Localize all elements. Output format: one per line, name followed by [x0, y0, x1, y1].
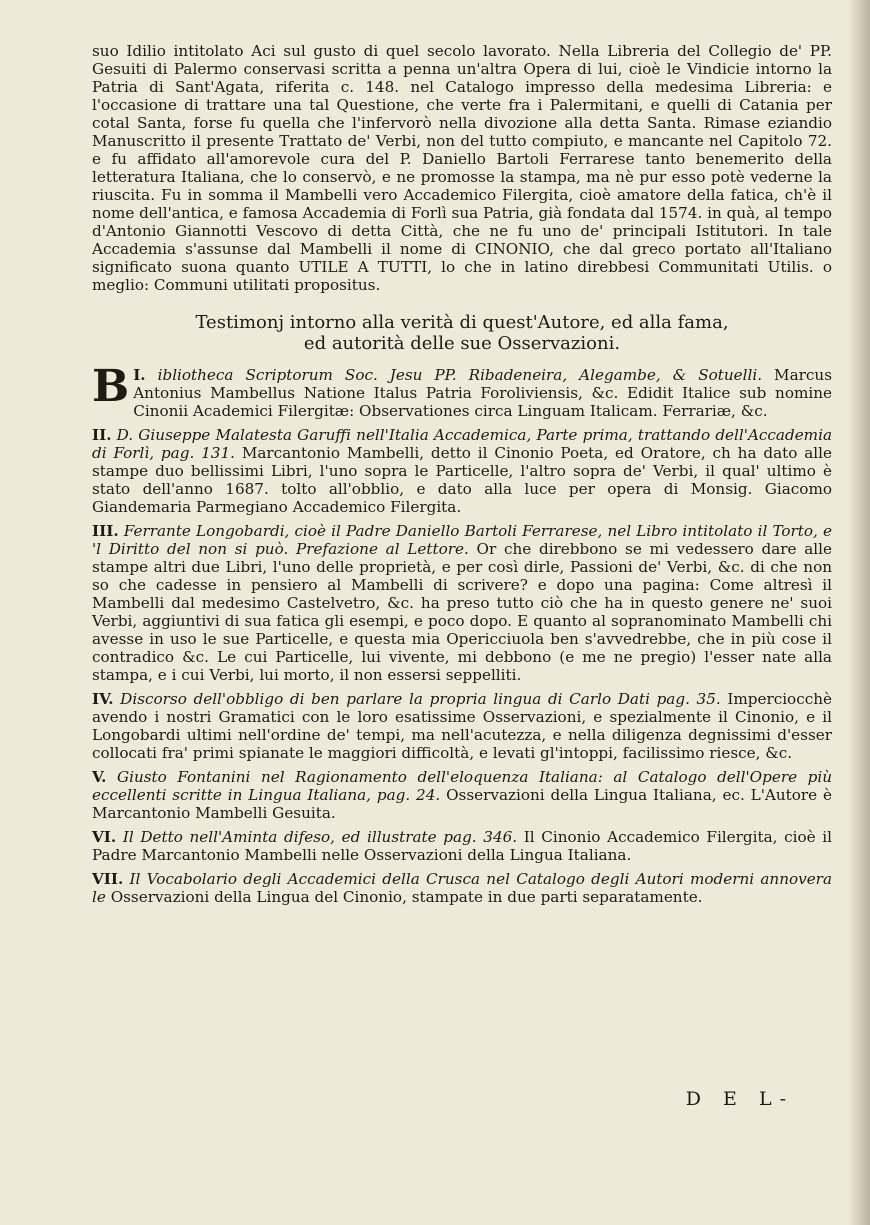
entry-body: Marcus Antonius Mambellus Natione Italus Patria Foroliviensis, &c. Edidit Italice sub nomine Cinonii Academici Filergitæ: Observationes circa Linguam Italicam. Ferrariæ, &c. [133, 366, 832, 420]
entry-number: VI. [92, 828, 117, 846]
text-block [92, 42, 832, 912]
entry-body: Or che direbbono se mi vedessero dare alle stampe altri due Libri, l'uno delle proprietà, e per così dirle, Passioni de' Verbi, &c. di che non so che cadesse in pensiero al Mambelli di scrivere? e dopo una pagina: Come altresì il Mambelli dal medesimo Castelvetro, &c. ha preso tutto ciò che ha in questo genere ne' suoi Verbi, aggiuntivi di sua fatica gli esempi, e poco dopo. E quanto al sopranominato Mambelli chi avesse in uso le sue Particelle, e questa mia Opericciuola ben s'avvedrebbe, che in più cose il contradico &c. Le cui Particelle, lui vivente, mi debbono (e me ne pregio) l'esser nate alla stampa, e i cui Verbi, lui morto, il non essersi seppelliti. [92, 540, 833, 684]
entry-number: II. [92, 426, 112, 444]
entry-body: Osservazioni della Lingua del Cinonio, stampate in due parti separatamente. [110, 888, 703, 906]
drop-cap: B [92, 361, 130, 412]
testimony-entry-4 [92, 690, 832, 762]
entry-title: Ferrante Longobardi, cioè il Padre Daniello Bartoli Ferrarese, nel Libro intitolato il Torto, e 'l Diritto del non si può. Prefazione al Lettore. [92, 522, 833, 558]
testimony-entry-1 [92, 361, 832, 420]
heading-line-2: ed autorità delle sue Osservazioni. [303, 333, 621, 354]
entry-number: V. [92, 768, 107, 786]
entry-title: ibliotheca Scriptorum Soc. Jesu PP. Ribadeneira, Alegambe, & Sotuelli. [157, 366, 763, 384]
testimony-entry-2 [92, 426, 832, 516]
testimony-entry-7 [92, 870, 832, 906]
entry-title: Il Vocabolario degli Accademici della Crusca nel Catalogo degli Autori moderni annovera le [92, 870, 833, 906]
entry-title: D. Giuseppe Malatesta Garuffi nell'Italia Accademica, Parte prima, trattando dell'Accademia di Forlì, pag. 131. [92, 426, 832, 462]
entry-title: Giusto Fontanini nel Ragionamento dell'eloquenza Italiana: al Catalogo dell'Opere più eccellenti scritte in Lingua Italiana, pag. 24. [92, 768, 832, 804]
testimony-entry-3 [92, 522, 832, 684]
entry-body: Imperciocchè avendo i nostri Gramatici con le loro esatissime Osservazioni, e spezialmente il Cinonio, e il Longobardi ultimi nell'ordine de' tempi, ma nell'acutezza, e nella diligenza degnissimi d'esser collocati fra' primi spianate le maggiori difficoltà, e levati gl'intoppi, facilissimo riesce, &c. [92, 690, 832, 762]
entry-number: IV. [92, 690, 114, 708]
heading-line-1: Testimonj intorno alla verità di quest'Autore, ed alla fama, [195, 312, 729, 333]
testimony-entry-5 [92, 768, 832, 822]
catchword: D E L- [685, 1088, 794, 1110]
entry-number: I. [133, 366, 146, 384]
page-edge-shadow [848, 0, 870, 1225]
intro-paragraph: suo Idilio intitolato Aci sul gusto di quel secolo lavorato. Nella Libreria del Collegio de' PP. Gesuiti di Palermo conservasi scritta a penna un'altra Opera di lui, cioè le Vindicie intorno la Patria di Sant'Agata, riferita c. 148. nel Catalogo impresso della medesima Libreria: e l'occasione di trattare una tal Questione, che verte fra i Palermitani, e quelli di Catania per cotal Santa, forse fu quella che l'infervorò nella divozione alla detta Santa. Rimase eziandio Manuscritto il presente Trattato de' Verbi, non del tutto compiuto, e mancante nel Capitolo 72. e fu affidato all'amorevole cura del P. Daniello Bartoli Ferrarese tanto benemerito della letteratura Italiana, che lo conservò, e ne promosse la stampa, ma nè pur esso potè vederne la riuscita. Fu in somma il Mambelli vero Accademico Filergita, cioè amatore della fatica, ch'è il nome dell'antica, e famosa Accademia di Forlì sua Patria, già fondata dal 1574. in quà, al tempo d'Antonio Giannotti Vescovo di detta Città, che ne fu uno de' principali Istitutori. In tale Accademia s'assunse dal Mambelli il nome di CINONIO, che dal greco portato all'Italiano significato suona quanto UTILE A TUTTI, lo che in latino direbbesi Communitati Utilis. o meglio: Communi utilitati propositus. [92, 42, 832, 294]
entry-body: Osservazioni della Lingua Italiana, ec. L'Autore è Marcantonio Mambelli Gesuita. [92, 786, 832, 822]
entry-number: VII. [92, 870, 124, 888]
entry-number: III. [92, 522, 119, 540]
testimony-entry-6 [92, 828, 832, 864]
entry-body: Marcantonio Mambelli, detto il Cinonio Poeta, ed Oratore, ch ha dato alle stampe duo bellissimi Libri, l'uno sopra le Particelle, l'altro sopra de' Verbi, il qual' ultimo è stato dell'anno 1687. tolto all'obblio, e dato alla luce per opera di Monsig. Giacomo Giandemaria Parmegiano Accademico Filergita. [92, 444, 832, 516]
entry-body: Il Cinonio Accademico Filergita, cioè il Padre Marcantonio Mambelli nelle Osservazioni della Lingua Italiana. [92, 828, 832, 864]
entry-title: Discorso dell'obbligo di ben parlare la propria lingua di Carlo Dati pag. 35. [120, 690, 721, 708]
entry-title: Il Detto nell'Aminta difeso, ed illustrate pag. 346. [122, 828, 518, 846]
section-heading [92, 312, 832, 354]
